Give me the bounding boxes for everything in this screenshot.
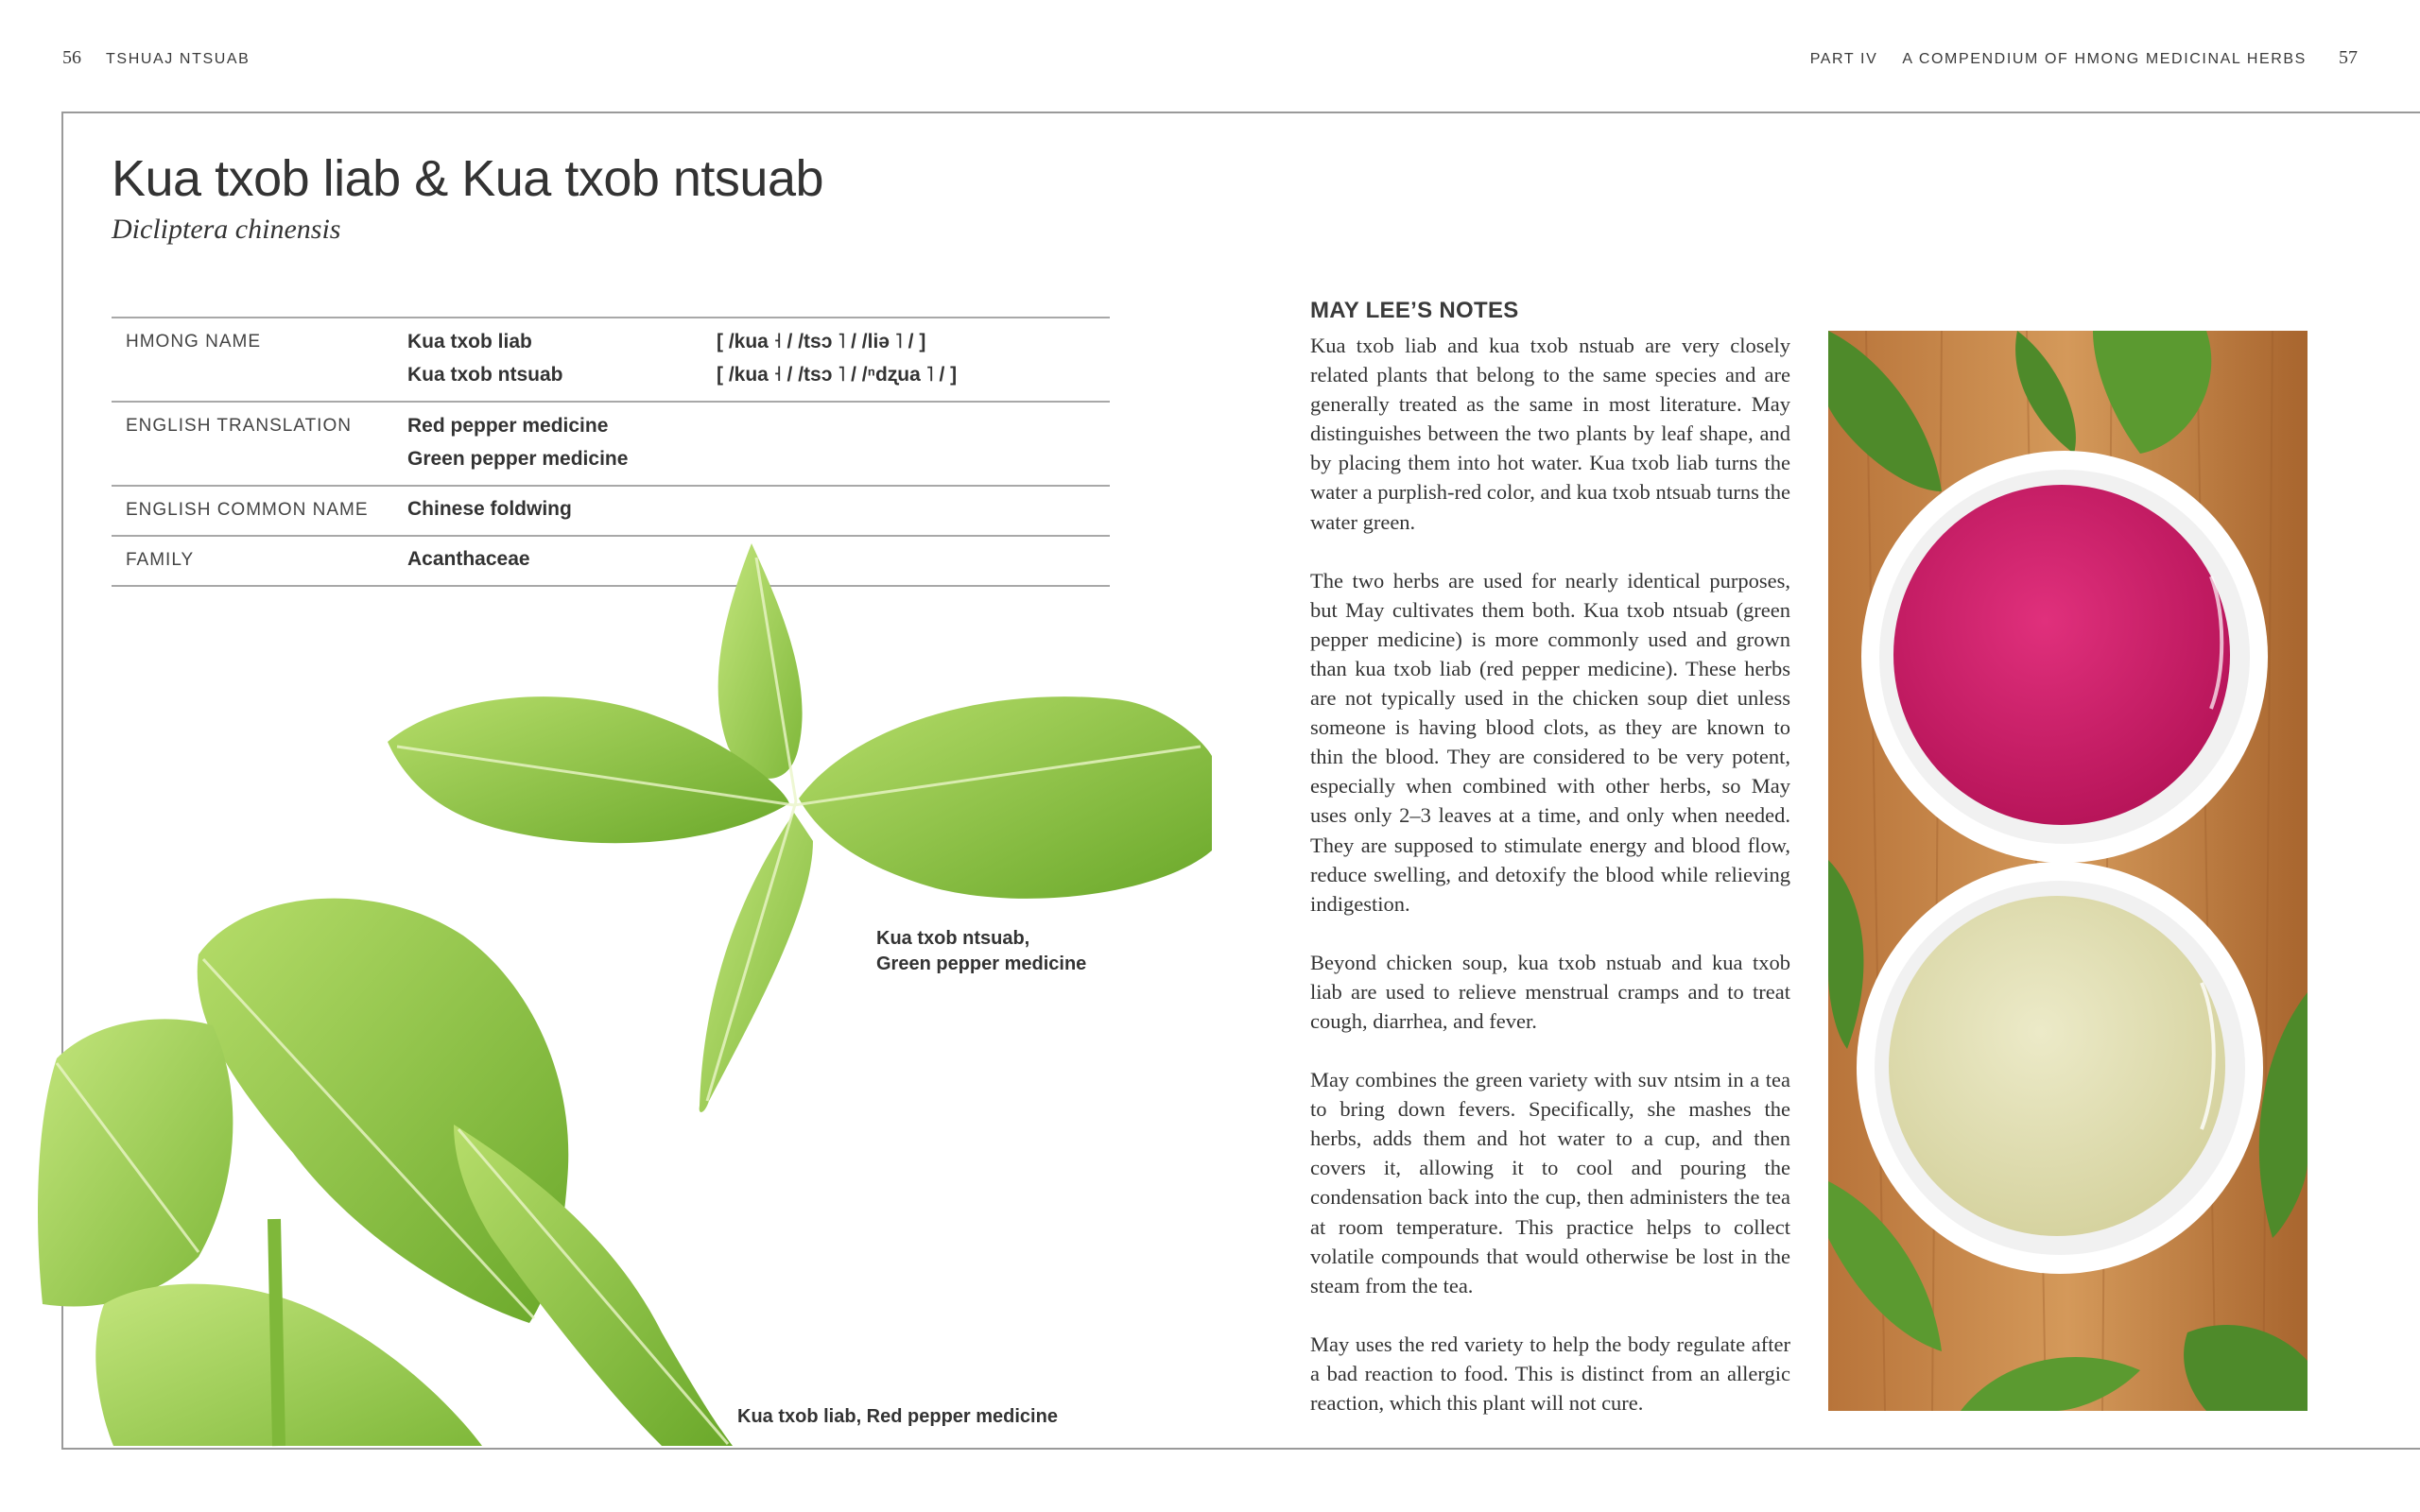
translation-1: Red pepper medicine bbox=[407, 415, 609, 437]
ipa-2: [ /kua ˧ / /tsɔ ˥ / /ⁿdʐua ˥ / ] bbox=[717, 364, 958, 386]
hmong-name-2: Kua txob ntsuab bbox=[407, 364, 563, 386]
row-label: HMONG NAME bbox=[126, 332, 261, 352]
row-label: ENGLISH COMMON NAME bbox=[126, 500, 369, 520]
running-head-right bbox=[1810, 47, 2358, 69]
common-name: Chinese foldwing bbox=[407, 498, 572, 520]
family-name: Acanthaceae bbox=[407, 548, 530, 570]
row-label: ENGLISH TRANSLATION bbox=[126, 416, 352, 436]
page-number-right: 57 bbox=[2339, 47, 2358, 68]
row-english-translation bbox=[112, 403, 1110, 487]
leaf-bottom bbox=[95, 1284, 482, 1446]
plant-illustration bbox=[0, 529, 1229, 1451]
translation-2: Green pepper medicine bbox=[407, 448, 629, 470]
row-hmong-name bbox=[112, 318, 1110, 403]
green-tea-bowl bbox=[1857, 862, 2263, 1274]
caption-line-2: Green pepper medicine bbox=[876, 954, 1087, 974]
caption-line-1: Kua txob ntsuab, bbox=[876, 928, 1030, 949]
hmong-name-1: Kua txob liab bbox=[407, 331, 532, 352]
caption-green-pepper bbox=[876, 926, 1086, 977]
notes-paragraph: Beyond chicken soup, kua txob nstuab and kua txob liab are used to relieve menstrual cramps and to treat cough, diarrhea, and fever. bbox=[1310, 950, 1790, 1033]
leaf-right bbox=[799, 696, 1212, 899]
caption-red-pepper: Kua txob liab, Red pepper medicine bbox=[737, 1406, 1058, 1427]
running-head-left bbox=[62, 47, 250, 69]
leaf-side bbox=[38, 1019, 233, 1306]
notes-paragraph: May combines the green variety with suv ntsim in a tea to bring down fevers. Specifically, she mashes the herbs, adds them and hot water to a cup, and then covers it, allowing it to cool and pouring the condensation back into the cup, then administers the tea at room temperature. This practice helps to collect volatile compounds that would otherwise be lost in the steam from the tea. bbox=[1310, 1068, 1790, 1297]
running-title-left: TSHUAJ NTSUAB bbox=[106, 51, 251, 67]
entry-title: Kua txob liab & Kua txob ntsuab bbox=[112, 150, 824, 207]
notes-body bbox=[1310, 331, 1790, 1447]
ipa-1: [ /kua ˧ / /tsɔ ˥ / /liə ˥ / ] bbox=[717, 331, 926, 352]
notes-heading: MAY LEE’S NOTES bbox=[1310, 298, 1519, 323]
stem bbox=[274, 1219, 279, 1446]
notes-paragraph: May uses the red variety to help the body regulate after a bad reaction to food. This is distinct from an allergic reaction, which this plant will not cure. bbox=[1310, 1332, 1790, 1415]
latin-name: Dicliptera chinensis bbox=[112, 214, 341, 245]
running-title-right: A COMPENDIUM OF HMONG MEDICINAL HERBS bbox=[1902, 51, 2307, 67]
part-label: PART IV bbox=[1809, 51, 1878, 67]
red-tea-bowl bbox=[1861, 451, 2268, 863]
notes-paragraph: The two herbs are used for nearly identical purposes, but May cultivates them both. Kua txob ntsuab (green pepper medicine) is more commonly used and grown than kua txob liab (red pepper medicine). These herbs are not typically used in the chicken soup diet unless someone is having blood clots, as they are known to thin the blood. They are considered to be very potent, especially when combined with other herbs, so May uses only 2–3 leaves at a time, and only when needed. They are supposed to stimulate energy and blood flow, reduce swelling, and detoxify the blood while relieving indigestion. bbox=[1310, 568, 1790, 916]
page-number-left: 56 bbox=[62, 47, 81, 68]
row-label: FAMILY bbox=[126, 550, 195, 570]
red-pepper-plant bbox=[38, 899, 733, 1446]
tea-bowls-photo bbox=[1828, 331, 2308, 1411]
notes-paragraph: Kua txob liab and kua txob nstuab are very closely related plants that belong to the same species and are generally treated as the same in most literature. May distinguishes between the two plants by leaf shape, and by placing them into hot water. Kua txob liab turns the water a purplish-red color, and kua txob ntsuab turns the water green. bbox=[1310, 334, 1790, 534]
